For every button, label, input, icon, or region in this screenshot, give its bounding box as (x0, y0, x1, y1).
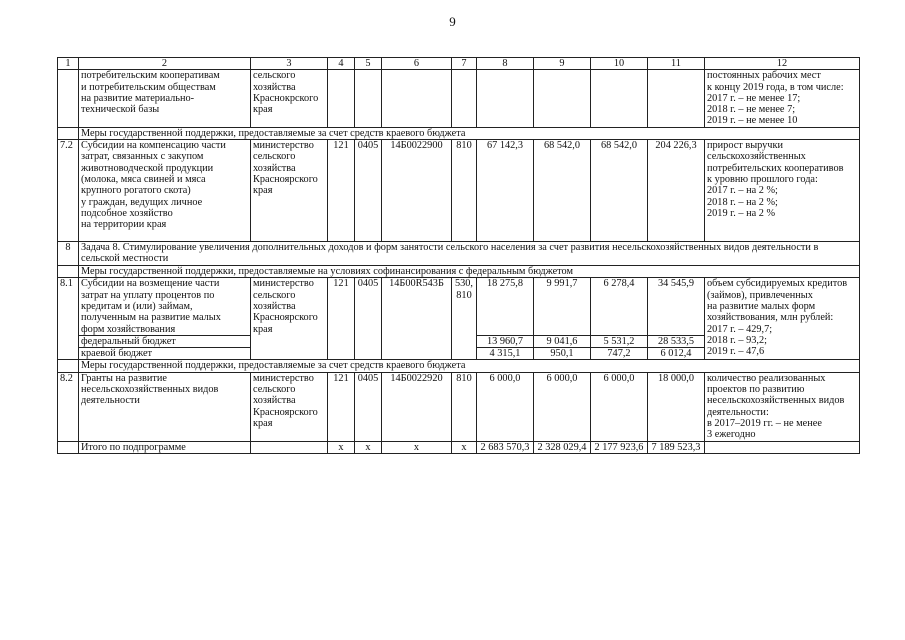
row-number-cell (58, 127, 79, 139)
section-row (58, 127, 860, 139)
section-heading: Меры государственной поддержки, предоставляемые на условиях софинансирования с федеральным бюджетом (79, 266, 860, 278)
y2018-cell: 2 328 029,4 (534, 441, 591, 453)
y2017-cell (477, 70, 534, 127)
col-header: 9 (534, 58, 591, 70)
rzpr-cell: 0405 (355, 140, 382, 242)
result-cell: объем субсидируемых кредитов (займов), привлеченных на развитие малых форм хозяйствования, млн рублей: 2017 г. – 429,7; 2018 г. – 93,2; 2019 г. – 47,6 (705, 278, 860, 360)
csr-cell: 14Б0022900 (382, 140, 452, 242)
total-cell: 204 226,3 (648, 140, 705, 242)
y2017-cell: 67 142,3 (477, 140, 534, 242)
vr-cell (452, 70, 477, 127)
row-number-cell (58, 266, 79, 278)
vr-cell: х (452, 441, 477, 453)
result-cell (705, 441, 860, 453)
col-header: 2 (79, 58, 251, 70)
total-cell: 6 012,4 (648, 348, 705, 360)
administrator-cell: министерство сельского хозяйства Красноярского края (251, 372, 328, 441)
table-row (58, 372, 860, 441)
budget-label: краевой бюджет (79, 348, 251, 360)
y2019-cell: 68 542,0 (591, 140, 648, 242)
total-cell: 7 189 523,3 (648, 441, 705, 453)
grbs-cell: х (328, 441, 355, 453)
y2018-cell: 9 991,7 (534, 278, 591, 335)
section-row (58, 360, 860, 372)
administrator-cell: министерство сельского хозяйства Красноярского края (251, 278, 328, 360)
row-number-cell (58, 70, 79, 127)
measure-name-cell: Субсидии на компенсацию части затрат, связанных с закупом животноводческой продукции (молока, мяса свиней и мяса крупного рогатого скота) у граждан, ведущих личное подсобное хозяйство на территории края (79, 140, 251, 242)
column-number-row (58, 58, 860, 70)
y2017-cell: 4 315,1 (477, 348, 534, 360)
row-number-cell: 7.2 (58, 140, 79, 242)
vr-cell: 530, 810 (452, 278, 477, 360)
grbs-cell: 121 (328, 140, 355, 242)
total-cell: 34 545,9 (648, 278, 705, 335)
y2019-cell: 5 531,2 (591, 335, 648, 347)
col-header: 8 (477, 58, 534, 70)
col-header: 5 (355, 58, 382, 70)
administrator-cell (251, 441, 328, 453)
program-measures-table (57, 57, 860, 454)
y2018-cell: 6 000,0 (534, 372, 591, 441)
y2019-cell: 6 278,4 (591, 278, 648, 335)
budget-label: федеральный бюджет (79, 335, 251, 347)
rzpr-cell: 0405 (355, 278, 382, 360)
table-row (58, 140, 860, 242)
csr-cell (382, 70, 452, 127)
row-number-cell: 8.2 (58, 372, 79, 441)
y2017-cell: 6 000,0 (477, 372, 534, 441)
row-number-cell: 8 (58, 242, 79, 266)
total-row (58, 441, 860, 453)
col-header: 12 (705, 58, 860, 70)
rzpr-cell: 0405 (355, 372, 382, 441)
y2019-cell: 6 000,0 (591, 372, 648, 441)
col-header: 6 (382, 58, 452, 70)
y2018-cell: 950,1 (534, 348, 591, 360)
col-header: 1 (58, 58, 79, 70)
y2019-cell: 747,2 (591, 348, 648, 360)
vr-cell: 810 (452, 372, 477, 441)
total-cell: 18 000,0 (648, 372, 705, 441)
section-row (58, 266, 860, 278)
result-cell: постоянных рабочих мест к концу 2019 года, в том числе: 2017 г. – не менее 17; 2018 г. – не менее 7; 2019 г. – не менее 10 (705, 70, 860, 127)
csr-cell: х (382, 441, 452, 453)
col-header: 3 (251, 58, 328, 70)
total-cell (648, 70, 705, 127)
grbs-cell: 121 (328, 278, 355, 360)
y2017-cell: 2 683 570,3 (477, 441, 534, 453)
rzpr-cell (355, 70, 382, 127)
csr-cell: 14Б00R543Б (382, 278, 452, 360)
col-header: 4 (328, 58, 355, 70)
vr-cell: 810 (452, 140, 477, 242)
result-cell: прирост выручки сельскохозяйственных потребительских кооперативов к уровню прошлого года: 2017 г. – на 2 %; 2018 г. – на 2 %; 2019 г. – на 2 % (705, 140, 860, 242)
y2018-cell: 68 542,0 (534, 140, 591, 242)
section-heading: Меры государственной поддержки, предоставляемые за счет средств краевого бюджета (79, 127, 860, 139)
col-header: 10 (591, 58, 648, 70)
y2019-cell (591, 70, 648, 127)
task-heading: Задача 8. Стимулирование увеличения дополнительных доходов и форм занятости сельского населения за счет развития несельскохозяйственных видов деятельности в сельской местности (79, 242, 860, 266)
rzpr-cell: х (355, 441, 382, 453)
administrator-cell: министерство сельского хозяйства Красноярского края (251, 140, 328, 242)
page-number: 9 (449, 14, 456, 29)
col-header: 7 (452, 58, 477, 70)
result-cell: количество реализованных проектов по развитию несельскохозяйственных видов деятельности: в 2017–2019 гг. – не менее 3 ежегодно (705, 372, 860, 441)
total-label: Итого по подпрограмме (79, 441, 251, 453)
y2018-cell: 9 041,6 (534, 335, 591, 347)
row-number-cell (58, 360, 79, 372)
y2019-cell: 2 177 923,6 (591, 441, 648, 453)
measure-name-cell: Субсидии на возмещение части затрат на уплату процентов по кредитам и (или) займам, полученным на развитие малых форм хозяйствования (79, 278, 251, 335)
y2017-cell: 13 960,7 (477, 335, 534, 347)
row-number-cell: 8.1 (58, 278, 79, 360)
task-row (58, 242, 860, 266)
grbs-cell: 121 (328, 372, 355, 441)
measure-name-cell: потребительским кооперативам и потребительским обществам на развитие материально- технической базы (79, 70, 251, 127)
row-number-cell (58, 441, 79, 453)
table-row (58, 70, 860, 127)
csr-cell: 14Б0022920 (382, 372, 452, 441)
y2018-cell (534, 70, 591, 127)
table-row (58, 278, 860, 335)
col-header: 11 (648, 58, 705, 70)
grbs-cell (328, 70, 355, 127)
y2017-cell: 18 275,8 (477, 278, 534, 335)
measure-name-cell: Гранты на развитие несельскохозяйственных видов деятельности (79, 372, 251, 441)
total-cell: 28 533,5 (648, 335, 705, 347)
section-heading: Меры государственной поддержки, предоставляемые за счет средств краевого бюджета (79, 360, 860, 372)
administrator-cell: сельского хозяйства Краснокрского края (251, 70, 328, 127)
